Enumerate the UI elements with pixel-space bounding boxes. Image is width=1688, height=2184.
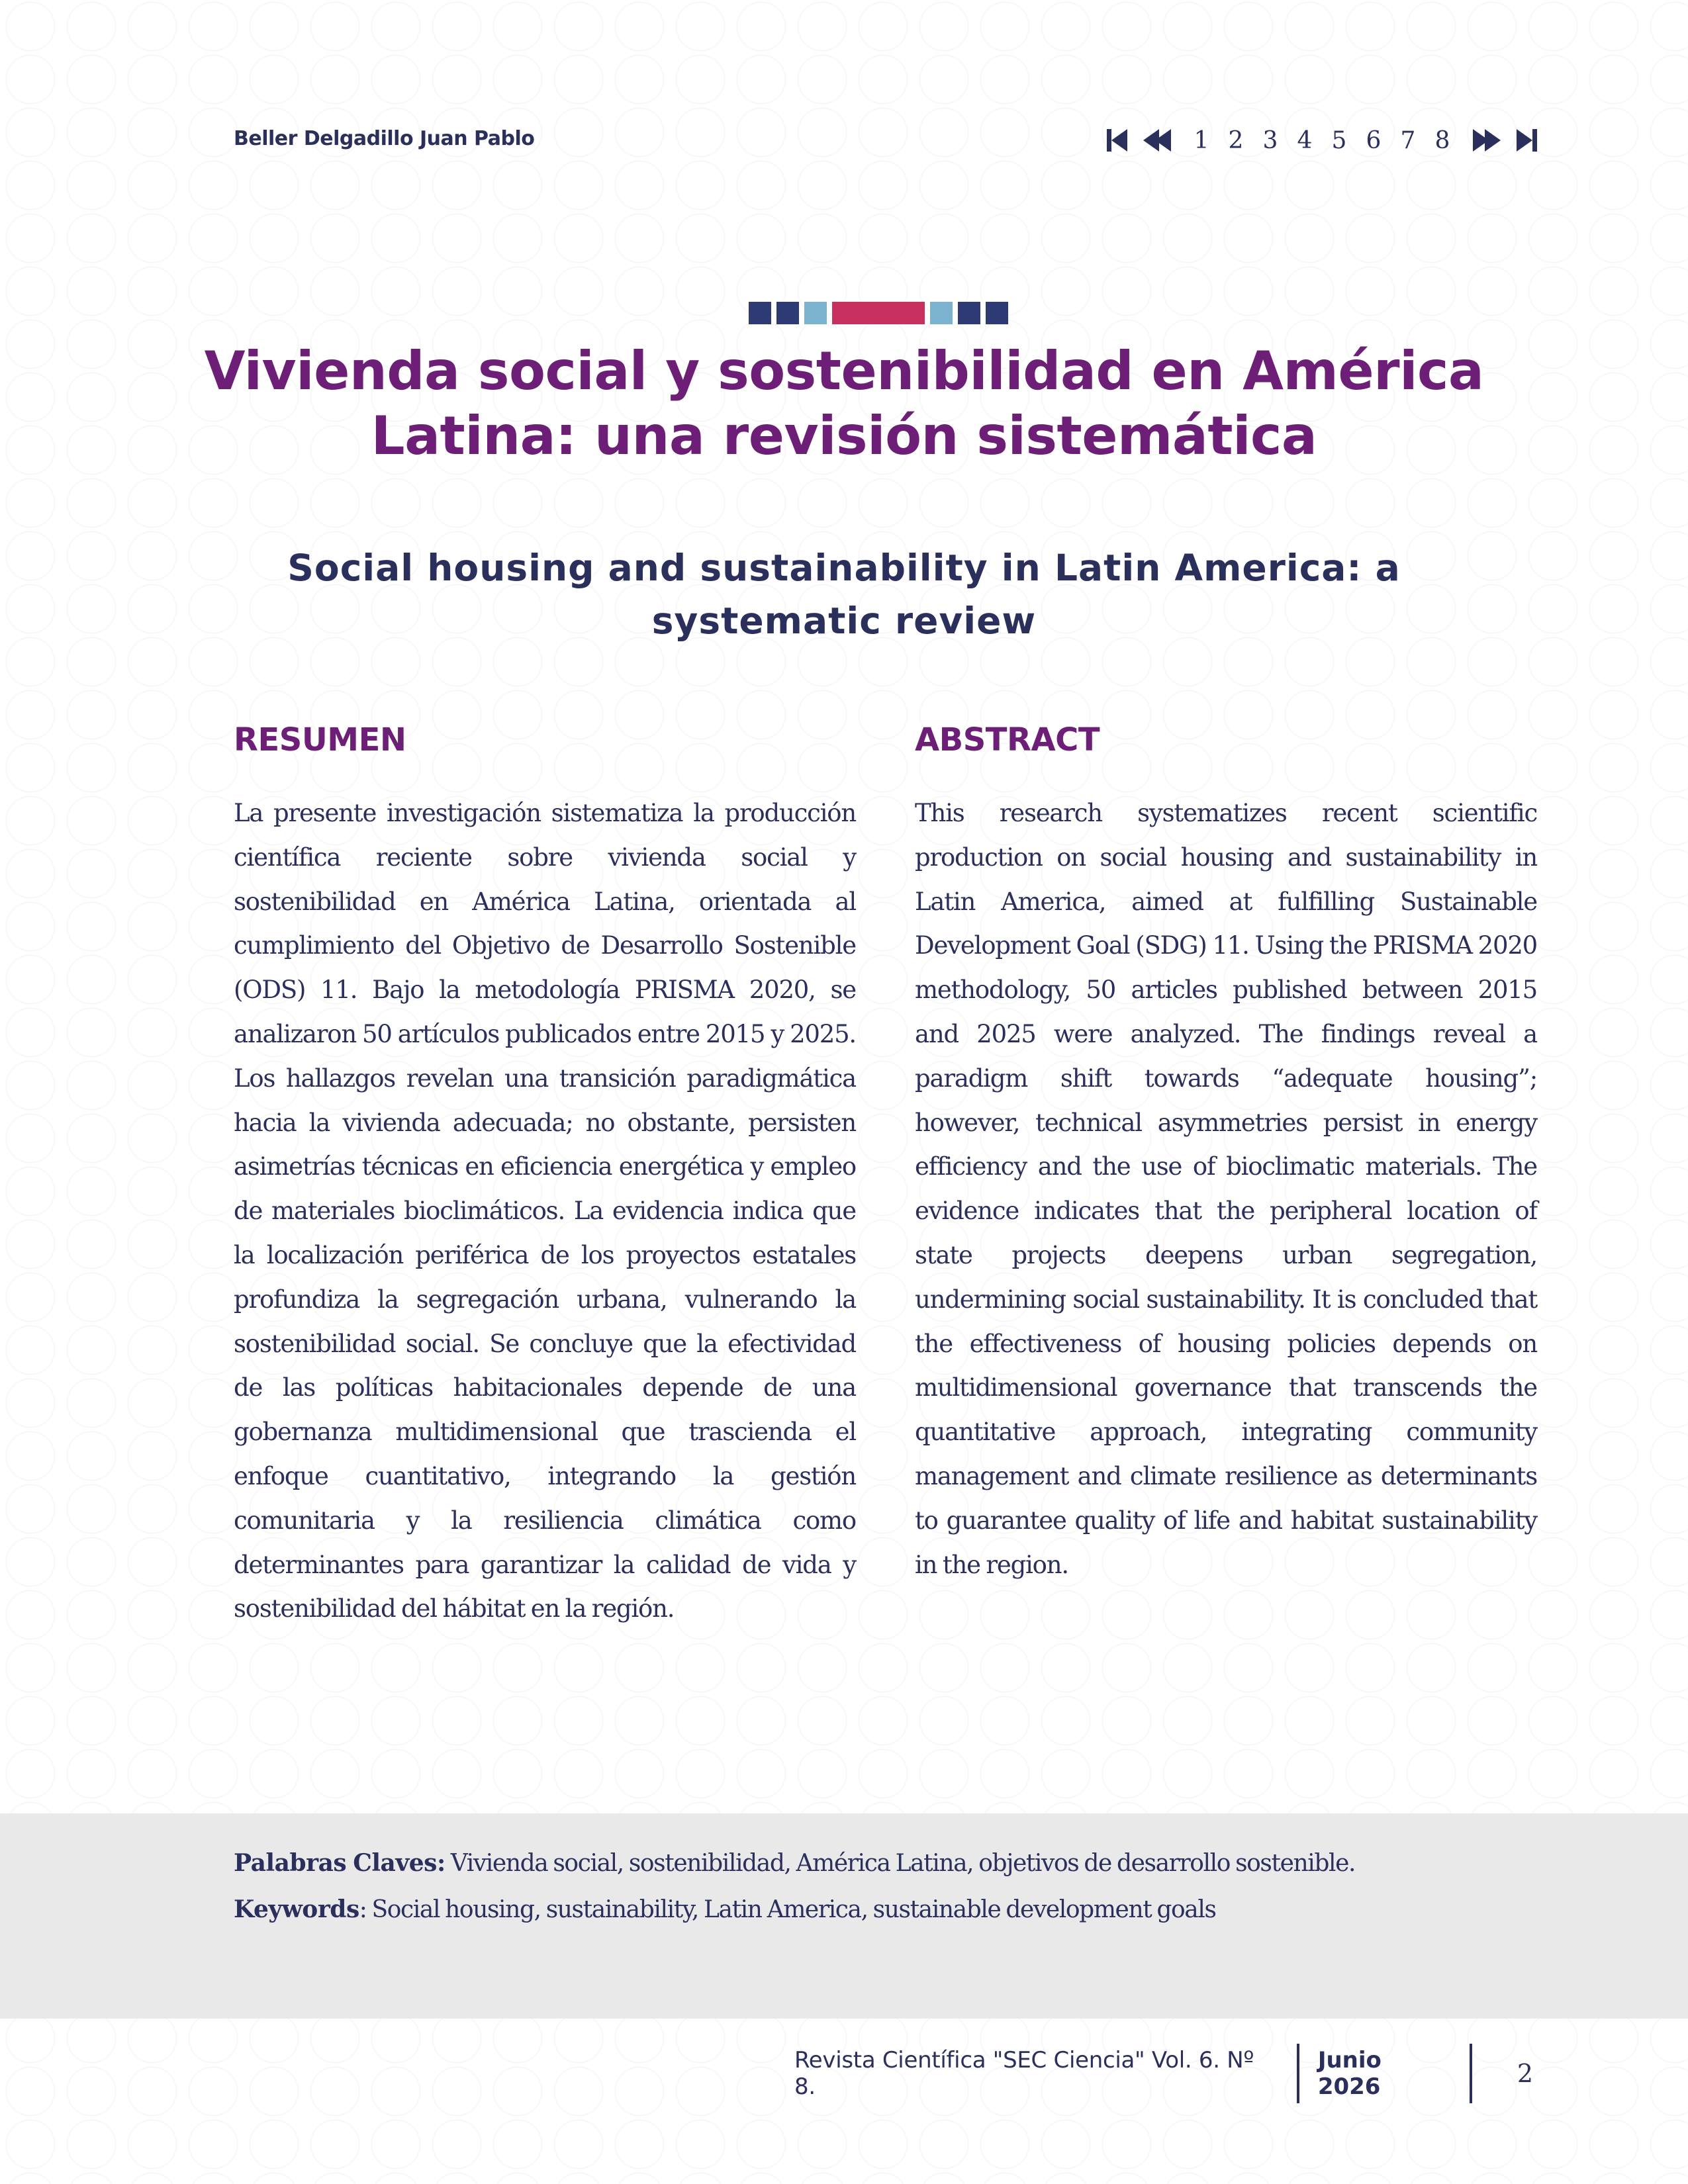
fast-forward-icon[interactable] <box>1473 129 1501 152</box>
title-es-line-1: Vivienda social y sostenibilidad en América <box>204 340 1484 402</box>
page-footer <box>794 2044 1542 2103</box>
page-navigator <box>1107 123 1537 158</box>
keywords-english-list: : Social housing, sustainability, Latin America, sustainable development goals <box>359 1896 1216 1923</box>
page-link-2[interactable]: 2 <box>1228 126 1244 154</box>
page-link-5[interactable]: 5 <box>1331 126 1347 154</box>
page-number: 2 <box>1517 2059 1533 2088</box>
article-title-english <box>265 541 1423 647</box>
page-link-3[interactable]: 3 <box>1262 126 1278 154</box>
rewind-icon[interactable] <box>1143 129 1171 152</box>
abstract-text: This research systematizes recent scientific production on social housing and sustainability in Latin America, aimed at fulfilling Sustainable Development Goal (SDG) 11. Using the PRISMA 2020 methodology, 50 articles published between 2015 and 2025 were analyzed. The findings reveal a paradigm shift towards “adequate housing”; however, technical asymmetries persist in energy efficiency and the use of bioclimatic materials. The evidence indicates that the peripheral location of state projects deepens urban segregation, undermining social sustainability. It is concluded that the effectiveness of housing policies depends on multidimensional governance that transcends the quantitative approach, integrating community management and climate resilience as determinants to guarantee quality of life and habitat sustainability in the region. <box>915 799 1537 1579</box>
footer-divider <box>1297 2044 1299 2103</box>
title-en-line-2: systematic review <box>651 600 1037 642</box>
title-es-line-2: Latina: una revisión sistemática <box>371 405 1317 467</box>
running-author: Beller Delgadillo Juan Pablo <box>234 127 535 150</box>
resumen-heading: RESUMEN <box>234 721 406 758</box>
keywords-spanish-label: Palabras Claves: <box>234 1849 445 1877</box>
page-link-8[interactable]: 8 <box>1434 126 1450 154</box>
page-link-6[interactable]: 6 <box>1366 126 1382 154</box>
page-link-4[interactable]: 4 <box>1297 126 1313 154</box>
resumen-text: La presente investigación sistematiza la producción científica reciente sobre vivienda social y sostenibilidad en América Latina, orientada al cumplimiento del Objetivo de Desarrollo Sostenible (ODS) 11. Bajo la metodología PRISMA 2020, se analizaron 50 artículos publicados entre 2015 y 2025. Los hallazgos revelan una transición paradigmática hacia la vivienda adecuada; no obstante, persisten asimetrías técnicas en eficiencia energética y empleo de materiales bioclimáticos. La evidencia indica que la localización periférica de los proyectos estatales profundiza la segregación urbana, vulnerando la sostenibilidad social. Se concluye que la efectividad de las políticas habitacionales depende de una gobernanza multidimensional que trascienda el enfoque cuantitativo, integrando la gestión comunitaria y la resiliencia climática como determinantes para garantizar la calidad de vida y sostenibilidad del hábitat en la región. <box>234 799 856 1623</box>
skip-first-icon[interactable] <box>1107 129 1127 152</box>
footer-divider <box>1470 2044 1472 2103</box>
abstract-heading: ABSTRACT <box>915 721 1100 758</box>
page-link-7[interactable]: 7 <box>1400 126 1416 154</box>
keywords-english <box>234 1895 1216 1923</box>
journal-citation: Revista Científica "SEC Ciencia" Vol. 6. Nº 8. <box>794 2047 1254 2100</box>
keywords-spanish-list: Vivienda social, sostenibilidad, América Latina, objetivos de desarrollo sostenible. <box>445 1850 1356 1877</box>
issue-date: Junio 2026 <box>1317 2047 1382 2100</box>
skip-last-icon[interactable] <box>1517 129 1537 152</box>
title-en-line-1: Social housing and sustainability in Latin America: a <box>287 547 1401 589</box>
keywords-english-label: Keywords <box>234 1895 359 1923</box>
keywords-spanish <box>234 1849 1355 1877</box>
page-link-1[interactable]: 1 <box>1194 126 1209 154</box>
title-decoration <box>749 302 1008 324</box>
article-title-spanish <box>199 339 1489 469</box>
